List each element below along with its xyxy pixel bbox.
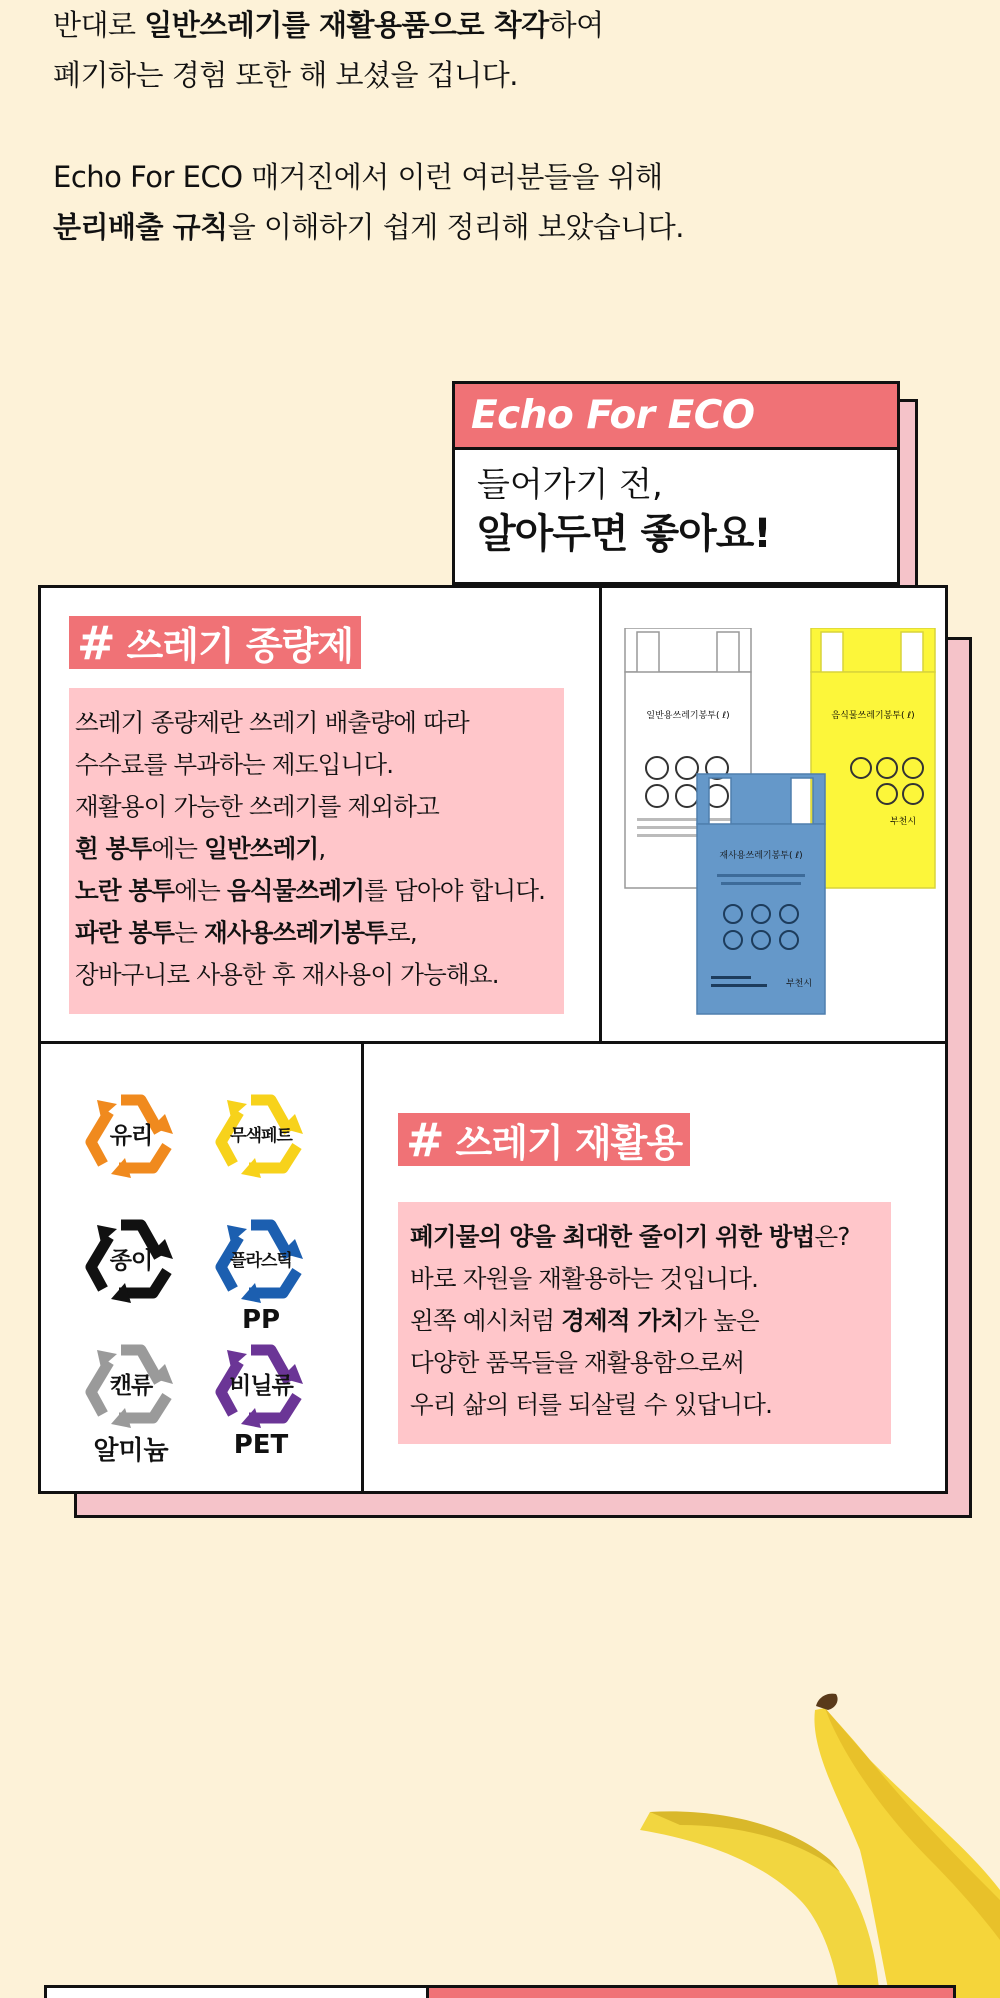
- intro-line-1: 반대로 일반쓰레기를 재활용품으로 착각하여: [53, 8, 604, 42]
- description-line: 우리 삶의 터를 되살릴 수 있답니다.: [410, 1390, 773, 1419]
- recycle-icon: [211, 1213, 311, 1303]
- blue-bag-label: 재사용쓰레기봉투( ℓ): [719, 851, 803, 861]
- header-card-brand-bar: [455, 384, 897, 450]
- trash-bags-illustration: [621, 628, 941, 1018]
- recycle-icon: [211, 1338, 311, 1428]
- description-line: 왼쪽 예시처럼 경제적 가치가 높은: [410, 1306, 759, 1335]
- white-bag-label: 일반용쓰레기봉투( ℓ): [646, 711, 730, 721]
- header-card: [452, 381, 900, 585]
- hash-icon: #: [77, 615, 115, 670]
- brand-title: Echo For ECO: [471, 393, 755, 438]
- blue-bag-city: 부천시: [785, 979, 813, 989]
- yellow-bag-label: 음식물쓰레기봉투( ℓ): [831, 711, 915, 721]
- description-line: 파란 봉투는 재사용쓰레기봉투로,: [75, 918, 417, 947]
- recycle-icon: [81, 1088, 181, 1178]
- banana-peel-image: [640, 1690, 1000, 1998]
- header-card-line-2: 알아두면 좋아요!: [477, 511, 771, 557]
- recycle-icons: [81, 1088, 341, 1488]
- recycle-icon-label: 플라스틱: [230, 1250, 292, 1271]
- recycle-icon-sublabel: PET: [233, 1430, 289, 1460]
- trash-bags-image: [621, 628, 941, 1018]
- header-card-line-1: 들어가기 전,: [477, 465, 663, 505]
- recycle-icon-label: 캔류: [109, 1372, 153, 1399]
- description-line: 수수료를 부과하는 제도입니다.: [75, 750, 394, 779]
- intro-line-3: Echo For ECO 매거진에서 이런 여러분들을 위해: [53, 160, 663, 194]
- intro-line-2: 폐기하는 경험 또한 해 보셨을 겁니다.: [53, 58, 519, 92]
- section-tag-volume: [69, 616, 361, 669]
- recycle-icon-sublabel: 알미늄: [93, 1436, 169, 1466]
- recycle-icon-label: 무색페트: [230, 1125, 292, 1146]
- description-line: 다양한 품목들을 재활용함으로써: [410, 1348, 745, 1377]
- intro-line-4: 분리배출 규칙을 이해하기 쉽게 정리해 보았습니다.: [53, 210, 684, 244]
- recycle-icon-sublabel: PP: [241, 1305, 281, 1335]
- intro-text: [53, 0, 953, 252]
- recycle-icon: [81, 1338, 181, 1428]
- yellow-bag: [811, 628, 935, 888]
- volume-description: [69, 688, 564, 1014]
- description-line: 노란 봉투에는 음식물쓰레기를 담아야 합니다.: [75, 876, 546, 905]
- description-line: 흰 봉투에는 일반쓰레기,: [75, 834, 326, 863]
- section-title-volume: 쓰레기 종량제: [126, 624, 354, 668]
- description-line: 장바구니로 사용한 후 재사용이 가능해요.: [75, 960, 499, 989]
- section-tag-recycle: [398, 1113, 690, 1166]
- description-line: 바로 자원을 재활용하는 것입니다.: [410, 1264, 759, 1293]
- yellow-bag-city: 부천시: [889, 817, 917, 827]
- recycle-icon-label: 비닐류: [229, 1372, 293, 1399]
- info-grid: [38, 585, 948, 1494]
- description-line: 쓰레기 종량제란 쓰레기 배출량에 따라: [75, 708, 469, 737]
- description-line: 폐기물의 양을 최대한 줄이기 위한 방법은?: [410, 1222, 850, 1251]
- recycle-icon-label: 종이: [109, 1247, 153, 1274]
- section-title-recycle: 쓰레기 재활용: [455, 1121, 683, 1165]
- recycle-icon: [211, 1088, 311, 1178]
- recycle-icon-label: 유리: [109, 1122, 153, 1149]
- next-section-box-right: [426, 1985, 956, 1998]
- recycle-description: [398, 1202, 891, 1444]
- description-line: 재활용이 가능한 쓰레기를 제외하고: [75, 792, 439, 821]
- hash-icon: #: [406, 1112, 444, 1167]
- next-section-box-left: [44, 1985, 429, 1998]
- recycle-icon: [81, 1213, 181, 1303]
